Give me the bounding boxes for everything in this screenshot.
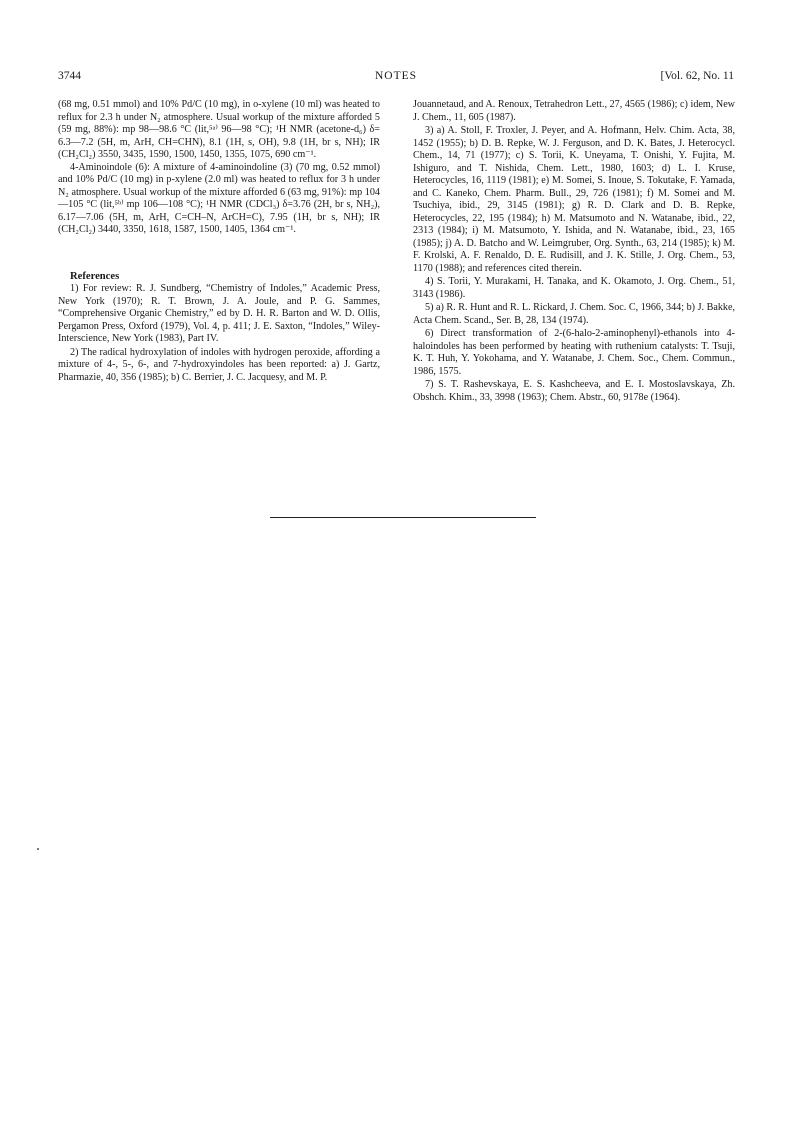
experimental-paragraph-6: 4-Aminoindole (6): A mixture of 4-aminoindoline (3) (70 mg, 0.52 mmol) and 10% Pd/C (10 mg) in p-xylene (2.0 ml) was heated to reflux for 3 h under N₂ atmosphere. Usual workup of the mixture afforded 6 (63 mg, 91%): mp 104—105 °C (lit,⁵ᵇ⁾ mp 106—108 °C); ¹H NMR (CDCl₃) δ=3.76 (2H, br s, NH₂), 6.17—7.06 (5H, m, ArH, C=CH–N, ArCH=C), 7.95 (1H, br s, NH); IR (CH₂Cl₂) 3440, 3350, 1618, 1587, 1500, 1405, 1364 cm⁻¹. bbox=[58, 161, 380, 235]
reference-1: 1) For review: R. J. Sundberg, “Chemistry of Indoles,” Academic Press, New York (1970); R. T. Brown, J. A. Joule, and P. G. Sammes, “Comprehensive Organic Chemistry,” ed by D. H. R. Barton and W. D. Ollis, Pergamon Press, Oxford (1979), Vol. 4, p. 411; J. E. Saxton, “Indoles,” Wiley-Interscience, New York (1983), Part IV. bbox=[58, 283, 380, 344]
end-rule bbox=[270, 517, 536, 518]
reference-7: 7) S. T. Rashevskaya, E. S. Kashcheeva, and E. I. Mostoslavskaya, Zh. Obshch. Khim., 33, 3998 (1963); Chem. Abstr., 60, 9178e (1964). bbox=[413, 379, 735, 403]
reference-5: 5) a) R. R. Hunt and R. L. Rickard, J. Chem. Soc. C, 1966, 344; b) J. Bakke, Acta Chem. Scand., Ser. B, 28, 134 (1974). bbox=[413, 302, 735, 326]
scan-speck bbox=[37, 848, 39, 850]
reference-6: 6) Direct transformation of 2-(6-halo-2-aminophenyl)-ethanols into 4-haloindoles has been performed by heating with ruthenium catalysts: T. Tsuji, K. T. Huh, Y. Yokohama, and Y. Watanabe, J. Chem. Soc., Chem. Commun., 1986, 1575. bbox=[413, 328, 735, 377]
right-column bbox=[413, 99, 735, 405]
running-header bbox=[58, 70, 734, 86]
volume-label: [Vol. 62, No. 11 bbox=[660, 70, 734, 82]
reference-3: 3) a) A. Stoll, F. Troxler, J. Peyer, and A. Hofmann, Helv. Chim. Acta, 38, 1452 (1955); b) D. B. Repke, W. J. Ferguson, and D. K. Bates, J. Heterocycl. Chem., 14, 71 (1977); c) S. Torii, K. Uneyama, T. Onishi, Y. Fujita, M. Ishiguro, and T. Nishida, Chem. Lett., 1980, 1603; d) L. I. Kruse, Heterocycles, 16, 1119 (1981); e) M. Somei, S. Inoue, S. Tokutake, F. Yamada, and C. Kaneko, Chem. Pharm. Bull., 29, 726 (1981); f) M. Somei and M. Tsuchiya, ibid., 29, 3145 (1981); g) R. D. Clark and D. B. Repke, Heterocycles, 22, 195 (1984); h) M. Matsumoto and N. Watanabe, ibid., 22, 2313 (1984); i) M. Matsumoto, Y. Ishida, and N. Watanabe, ibid., 23, 165 (1985); j) A. D. Batcho and W. Leimgruber, Org. Synth., 63, 214 (1985); k) M. F. Krolski, A. F. Renaldo, D. E. Rudisill, and J. K. Stille, J. Org. Chem., 53, 1170 (1988); and references cited therein. bbox=[413, 125, 735, 274]
reference-2: 2) The radical hydroxylation of indoles with hydrogen peroxide, affording a mixture of 4-, 5-, 6-, and 7-hydroxyindoles has been reported: a) J. Gartz, Pharmazie, 40, 356 (1985); b) C. Berrier, J. C. Jacquesy, and M. P. bbox=[58, 346, 380, 383]
left-column bbox=[58, 99, 380, 385]
section-title: NOTES bbox=[374, 70, 418, 82]
page-number: 3744 bbox=[58, 70, 81, 82]
reference-4: 4) S. Torii, Y. Murakami, H. Tanaka, and K. Okamoto, J. Org. Chem., 51, 3143 (1986). bbox=[413, 276, 735, 300]
reference-2-continued: Jouannetaud, and A. Renoux, Tetrahedron Lett., 27, 4565 (1986); c) idem, New J. Chem., 11, 605 (1987). bbox=[413, 99, 735, 123]
references-heading: References bbox=[70, 270, 120, 282]
experimental-paragraph-5: (68 mg, 0.51 mmol) and 10% Pd/C (10 mg), in o-xylene (10 ml) was heated to reflux for 2.3 h under N₂ atmosphere. Usual workup of the mixture afforded 5 (59 mg, 88%): mp 98—98.6 °C (lit,⁵ᵃ⁾ 96—98 °C); ¹H NMR (acetone-d₆) δ= 6.3—7.2 (5H, m, ArH, CH=CHN), 8.1 (1H, s, OH), 9.8 (1H, br s, NH); IR (CH₂Cl₂) 3550, 3435, 1590, 1500, 1450, 1355, 1075, 690 cm⁻¹. bbox=[58, 99, 380, 160]
spacer bbox=[58, 237, 380, 271]
